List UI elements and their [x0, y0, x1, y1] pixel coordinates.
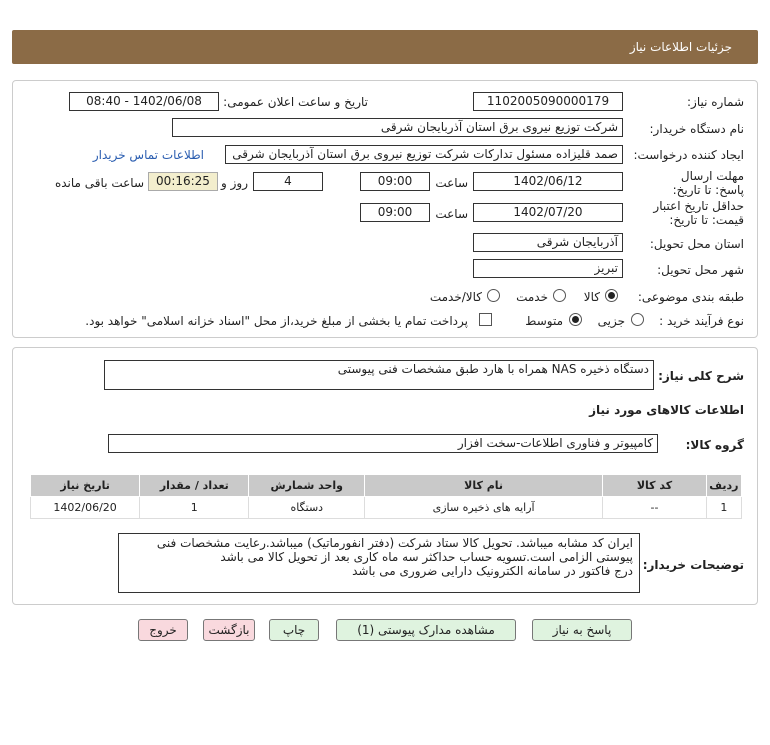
cell-unit: دستگاه [249, 497, 365, 519]
reply-button[interactable]: پاسخ به نیاز [532, 619, 632, 641]
back-button[interactable]: بازگشت [203, 619, 255, 641]
print-button[interactable]: چاپ [269, 619, 319, 641]
need-number-label: شماره نیاز: [687, 95, 744, 109]
process-label: نوع فرآیند خرید : [659, 314, 744, 328]
days-field[interactable]: 4 [253, 172, 323, 191]
announce-field[interactable]: 1402/06/08 - 08:40 [69, 92, 219, 111]
process-minor-radio[interactable] [631, 313, 644, 326]
reply-date-field[interactable]: 1402/06/12 [473, 172, 623, 191]
reply-time-label: ساعت [435, 176, 468, 190]
col-name-header: نام کالا [365, 475, 603, 497]
reply-deadline-label: مهلت ارسال پاسخ: تا تاریخ: [672, 169, 744, 197]
summary-label: شرح کلی نیاز: [658, 369, 744, 383]
cell-date: 1402/06/20 [31, 497, 140, 519]
buyer-notes-label: توضیحات خریدار: [642, 558, 744, 572]
cell-qty: 1 [140, 497, 249, 519]
goods-group-field[interactable]: کامپیوتر و فناوری اطلاعات-سخت افزار [108, 434, 658, 453]
buyer-notes-field[interactable] [118, 533, 640, 593]
goods-table-header [31, 475, 742, 497]
treasury-payment-checkbox[interactable] [479, 313, 492, 326]
cell-name: آرایه های ذخیره سازی [365, 497, 603, 519]
col-qty-header: تعداد / مقدار [140, 475, 249, 497]
announce-label: تاریخ و ساعت اعلان عمومی: [223, 95, 368, 109]
category-service-label: خدمت [516, 290, 548, 304]
col-code-header: کد کالا [603, 475, 707, 497]
province-field[interactable]: آذربایجان شرقی [473, 233, 623, 252]
category-label: طبقه بندی موضوعی: [637, 290, 744, 304]
buyer-org-label: نام دستگاه خریدار: [649, 122, 744, 136]
buyer-org-field[interactable]: شرکت توزیع نیروی برق استان آذربایجان شرقی [172, 118, 623, 137]
view-attachments-button[interactable]: مشاهده مدارک پیوستی (1) [336, 619, 516, 641]
category-service-radio[interactable] [553, 289, 566, 302]
contact-buyer-link[interactable]: اطلاعات تماس خریدار [92, 148, 204, 162]
remaining-label: ساعت باقی مانده [54, 176, 144, 190]
col-date-header: تاریخ نیاز [31, 475, 140, 497]
days-label: روز و [221, 176, 248, 190]
creator-field[interactable]: صمد قلیزاده مسئول تدارکات شرکت توزیع نیروی برق استان آذربایجان شرقی [225, 145, 623, 164]
category-goods-service-label: کالا/خدمت [429, 290, 482, 304]
exit-button[interactable]: خروج [138, 619, 188, 641]
page-header [12, 30, 758, 64]
need-number-field[interactable]: 1102005090000179 [473, 92, 623, 111]
col-unit-header: واحد شمارش [249, 475, 365, 497]
goods-table [30, 474, 742, 519]
creator-label: ایجاد کننده درخواست: [633, 148, 744, 162]
category-goods-label: کالا [583, 290, 600, 304]
summary-field[interactable]: دستگاه ذخیره NAS همراه با هارد طبق مشخصات فنی پیوستی [104, 360, 654, 390]
process-minor-label: جزیی [597, 314, 625, 328]
city-label: شهر محل تحویل: [657, 263, 744, 277]
validity-time-field[interactable]: 09:00 [360, 203, 430, 222]
process-medium-label: متوسط [525, 314, 563, 328]
validity-label: حداقل تاریخ اعتبار قیمت: تا تاریخ: [653, 199, 744, 227]
remaining-time-field: 00:16:25 [148, 172, 218, 191]
goods-group-label: گروه کالا: [685, 438, 744, 452]
province-label: استان محل تحویل: [649, 237, 744, 251]
table-row[interactable] [31, 497, 742, 519]
payment-note: پرداخت تمام یا بخشی از مبلغ خرید،از محل "اسناد خزانه اسلامی" خواهد بود. [85, 314, 468, 328]
validity-date-field[interactable]: 1402/07/20 [473, 203, 623, 222]
buyer-notes-line-3: درج فاکتور در سامانه الکترونیک دارایی ضروری می باشد [352, 564, 633, 578]
buyer-notes-line-2: پیوستی الزامی است.تسویه حساب حداکثر سه ماه کاری بعد از تحویل کالا می باشد [220, 550, 633, 564]
cell-row: 1 [706, 497, 741, 519]
category-goods-radio[interactable] [605, 289, 618, 302]
goods-info-title: اطلاعات کالاهای مورد نیاز [589, 403, 744, 417]
cell-code: -- [603, 497, 707, 519]
city-field[interactable]: تبریز [473, 259, 623, 278]
category-goods-service-radio[interactable] [487, 289, 500, 302]
reply-time-field[interactable]: 09:00 [360, 172, 430, 191]
buyer-notes-line-1: ایران کد مشابه میباشد. تحویل کالا ستاد شرکت (دفتر انفورماتیک) میباشد.رعایت مشخصات فنی [156, 536, 633, 550]
page-title: جزئیات اطلاعات نیاز [629, 40, 732, 54]
process-medium-radio[interactable] [569, 313, 582, 326]
col-row-header: ردیف [706, 475, 741, 497]
validity-time-label: ساعت [435, 207, 468, 221]
